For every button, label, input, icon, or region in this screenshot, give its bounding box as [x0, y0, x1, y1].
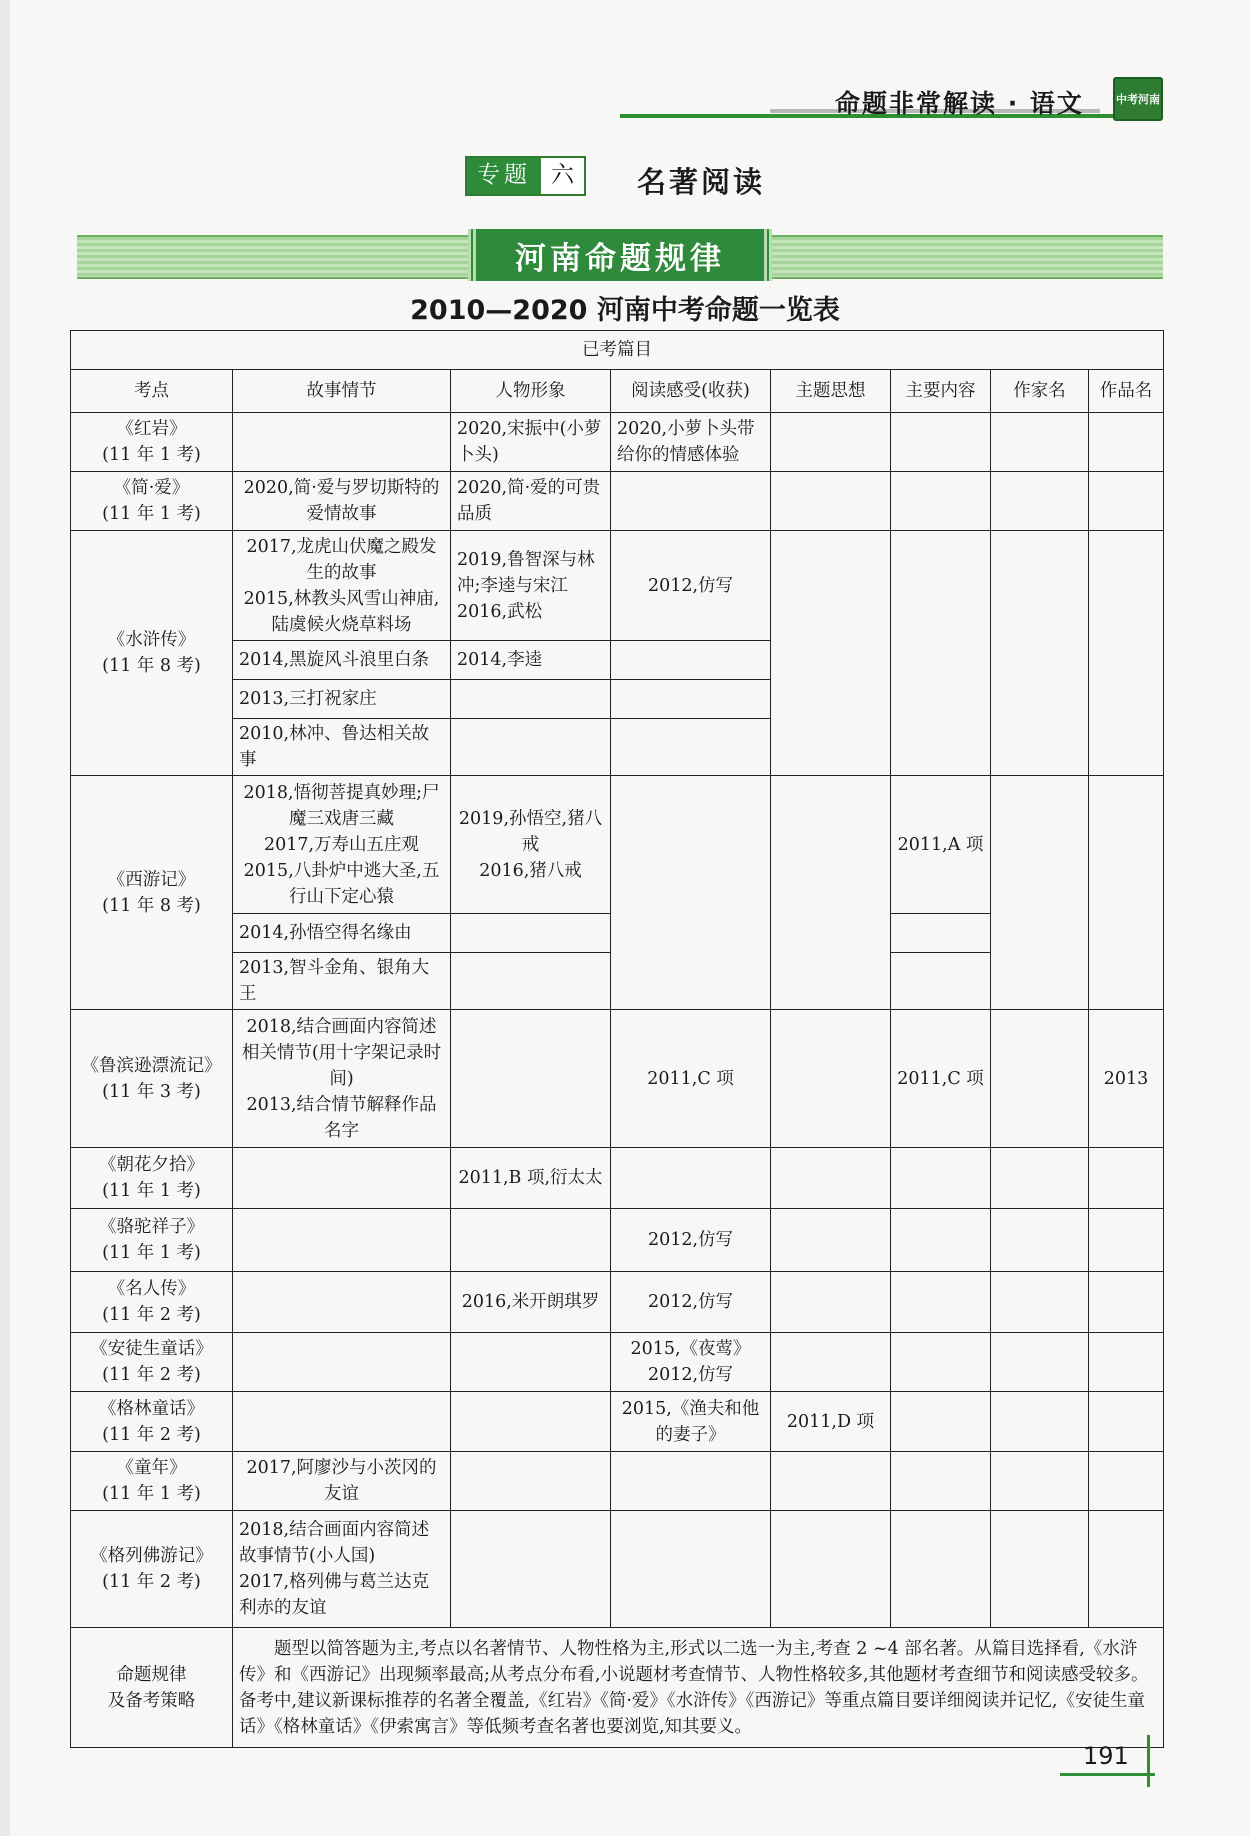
- book-cell: 《鲁滨逊漂流记》 (11 年 3 考): [71, 1010, 233, 1148]
- content-cell: [891, 1209, 991, 1272]
- title-cell: [1089, 1511, 1164, 1628]
- strategy-row: [71, 1628, 1164, 1748]
- reading-cell: [611, 776, 771, 1010]
- character-cell: 2011,B 项,衍太太: [451, 1148, 611, 1209]
- reading-cell: 2020,小萝卜头带给你的情感体验: [611, 413, 771, 472]
- content-cell: 2011,C 项: [891, 1010, 991, 1148]
- theme-cell: [771, 413, 891, 472]
- plot-cell: [233, 1209, 451, 1272]
- col-header: 主要内容: [891, 370, 991, 413]
- table-caption: 已考篇目: [71, 331, 1164, 370]
- plot-cell: 2017,龙虎山伏魔之殿发生的故事 2015,林教头风雪山神庙,陆虞候火烧草料场: [233, 531, 451, 641]
- character-cell: [451, 719, 611, 776]
- col-header: 作品名: [1089, 370, 1164, 413]
- table-title: 2010—2020 河南中考命题一览表: [410, 295, 840, 326]
- table-row: [71, 1010, 1164, 1148]
- exam-overview-table: [70, 330, 1164, 1748]
- strategy-text: 题型以简答题为主,考点以名著情节、人物性格为主,形式以二选一为主,考查 2 ~4 部名著。从篇目选择看,《水浒传》和《西游记》出现频率最高;从考点分布看,小说题材考查情节、人物性格较多,其他题材考查细节和阅读感受较多。备考中,建议新课标推荐的名著全覆盖,《红岩》《简·爱》《水浒传》《西游记》等重点篇目要详细阅读并记忆,《安徒生童话》《格林童话》《伊索寓言》等低频考查名著也要浏览,知其要义。: [233, 1628, 1164, 1748]
- plot-cell: 2020,简·爱与罗切斯特的爱情故事: [233, 472, 451, 531]
- table-row: [71, 1511, 1164, 1628]
- content-cell: [891, 1392, 991, 1452]
- topic-badge: [465, 156, 586, 196]
- book-cell: 《安徒生童话》 (11 年 2 考): [71, 1333, 233, 1392]
- author-cell: [991, 1209, 1089, 1272]
- col-header: 故事情节: [233, 370, 451, 413]
- plot-cell: [233, 1392, 451, 1452]
- reading-cell: [611, 680, 771, 719]
- book-cell: 《骆驼祥子》 (11 年 1 考): [71, 1209, 233, 1272]
- book-cell: 《简·爱》 (11 年 1 考): [71, 472, 233, 531]
- strategy-label: 命题规律 及备考策略: [71, 1628, 233, 1748]
- col-header: 主题思想: [771, 370, 891, 413]
- book-cell: 《名人传》 (11 年 2 考): [71, 1272, 233, 1333]
- plot-cell: 2013,三打祝家庄: [233, 680, 451, 719]
- author-cell: [991, 1010, 1089, 1148]
- theme-cell: [771, 1209, 891, 1272]
- plot-cell: [233, 1272, 451, 1333]
- author-cell: [991, 1452, 1089, 1511]
- theme-cell: [771, 1511, 891, 1628]
- plot-cell: 2013,智斗金角、银角大王: [233, 953, 451, 1010]
- title-cell: [1089, 1452, 1164, 1511]
- title-cell: [1089, 1209, 1164, 1272]
- content-cell: [891, 953, 991, 1010]
- section-banner-label: 河南命题规律: [468, 229, 772, 281]
- character-cell: [451, 1010, 611, 1148]
- theme-cell: [771, 1010, 891, 1148]
- reading-cell: 2011,C 项: [611, 1010, 771, 1148]
- character-cell: 2020,宋振中(小萝卜头): [451, 413, 611, 472]
- title-cell: [1089, 1392, 1164, 1452]
- character-cell: 2016,米开朗琪罗: [451, 1272, 611, 1333]
- character-cell: [451, 1333, 611, 1392]
- book-cell: 《格列佛游记》 (11 年 2 考): [71, 1511, 233, 1628]
- reading-cell: [611, 719, 771, 776]
- page-edge: [0, 0, 10, 1836]
- reading-cell: 2015,《渔夫和他的妻子》: [611, 1392, 771, 1452]
- table-row: [71, 472, 1164, 531]
- character-cell: 2019,鲁智深与林冲;李逵与宋江 2016,武松: [451, 531, 611, 641]
- col-header: 作家名: [991, 370, 1089, 413]
- topic-label: 专题: [467, 158, 541, 194]
- running-header: 命题非常解读 · 语文: [835, 89, 1084, 118]
- page-number-rule: [1060, 1773, 1155, 1776]
- page-number: 191: [1083, 1742, 1129, 1770]
- col-header: 阅读感受(收获): [611, 370, 771, 413]
- logo: 中考河南: [1113, 77, 1163, 121]
- theme-cell: [771, 1452, 891, 1511]
- content-cell: [891, 1272, 991, 1333]
- plot-cell: 2018,结合画面内容简述相关情节(用十字架记录时间) 2013,结合情节解释作品名字: [233, 1010, 451, 1148]
- table-row: [71, 1148, 1164, 1209]
- character-cell: [451, 1392, 611, 1452]
- plot-cell: 2014,黑旋风斗浪里白条: [233, 641, 451, 680]
- character-cell: [451, 953, 611, 1010]
- table-row: [71, 413, 1164, 472]
- book-cell: 《朝花夕拾》 (11 年 1 考): [71, 1148, 233, 1209]
- title-cell: 2013: [1089, 1010, 1164, 1148]
- author-cell: [991, 1392, 1089, 1452]
- plot-cell: [233, 413, 451, 472]
- theme-cell: 2011,D 项: [771, 1392, 891, 1452]
- character-cell: [451, 680, 611, 719]
- plot-cell: 2014,孙悟空得名缘由: [233, 914, 451, 953]
- character-cell: [451, 1511, 611, 1628]
- reading-cell: 2012,仿写: [611, 1209, 771, 1272]
- plot-cell: [233, 1333, 451, 1392]
- content-cell: 2011,A 项: [891, 776, 991, 914]
- reading-cell: [611, 1148, 771, 1209]
- reading-cell: 2015,《夜莺》 2012,仿写: [611, 1333, 771, 1392]
- theme-cell: [771, 1333, 891, 1392]
- book-cell: 《红岩》 (11 年 1 考): [71, 413, 233, 472]
- book-cell: 《西游记》 (11 年 8 考): [71, 776, 233, 1010]
- title-cell: [1089, 776, 1164, 1010]
- content-cell: [891, 472, 991, 531]
- content-cell: [891, 1511, 991, 1628]
- content-cell: [891, 1333, 991, 1392]
- table-row: [71, 1272, 1164, 1333]
- reading-cell: 2012,仿写: [611, 531, 771, 641]
- character-cell: [451, 1452, 611, 1511]
- author-cell: [991, 413, 1089, 472]
- author-cell: [991, 1511, 1089, 1628]
- reading-cell: 2012,仿写: [611, 1272, 771, 1333]
- page-number-tick: [1147, 1735, 1150, 1787]
- author-cell: [991, 472, 1089, 531]
- theme-cell: [771, 1272, 891, 1333]
- topic-title: 名著阅读: [637, 165, 766, 199]
- content-cell: [891, 914, 991, 953]
- author-cell: [991, 531, 1089, 776]
- book-cell: 《水浒传》 (11 年 8 考): [71, 531, 233, 776]
- plot-cell: 2018,结合画面内容简述故事情节(小人国) 2017,格列佛与葛兰达克利赤的友谊: [233, 1511, 451, 1628]
- table-row: [71, 1392, 1164, 1452]
- content-cell: [891, 1452, 991, 1511]
- col-header: 考点: [71, 370, 233, 413]
- title-cell: [1089, 413, 1164, 472]
- theme-cell: [771, 776, 891, 1010]
- table-row: [71, 1452, 1164, 1511]
- content-cell: [891, 531, 991, 776]
- author-cell: [991, 1272, 1089, 1333]
- plot-cell: 2018,悟彻菩提真妙理;尸魔三戏唐三藏 2017,万寿山五庄观 2015,八卦炉中逃大圣,五行山下定心猿: [233, 776, 451, 914]
- plot-cell: 2017,阿廖沙与小茨冈的友谊: [233, 1452, 451, 1511]
- title-cell: [1089, 1272, 1164, 1333]
- title-cell: [1089, 531, 1164, 776]
- character-cell: 2014,李逵: [451, 641, 611, 680]
- reading-cell: [611, 1452, 771, 1511]
- plot-cell: 2010,林冲、鲁达相关故事: [233, 719, 451, 776]
- author-cell: [991, 1333, 1089, 1392]
- table-row: [71, 776, 1164, 914]
- theme-cell: [771, 531, 891, 776]
- topic-number: 六: [541, 158, 584, 194]
- theme-cell: [771, 472, 891, 531]
- col-header: 人物形象: [451, 370, 611, 413]
- theme-cell: [771, 1148, 891, 1209]
- book-cell: 《童年》 (11 年 1 考): [71, 1452, 233, 1511]
- content-cell: [891, 413, 991, 472]
- content-cell: [891, 1148, 991, 1209]
- character-cell: [451, 914, 611, 953]
- character-cell: 2019,孙悟空,猪八戒 2016,猪八戒: [451, 776, 611, 914]
- reading-cell: [611, 472, 771, 531]
- reading-cell: [611, 1511, 771, 1628]
- author-cell: [991, 776, 1089, 1010]
- table-row: [71, 1333, 1164, 1392]
- table-row: [71, 1209, 1164, 1272]
- author-cell: [991, 1148, 1089, 1209]
- reading-cell: [611, 641, 771, 680]
- plot-cell: [233, 1148, 451, 1209]
- title-cell: [1089, 1333, 1164, 1392]
- character-cell: 2020,简·爱的可贵品质: [451, 472, 611, 531]
- book-cell: 《格林童话》 (11 年 2 考): [71, 1392, 233, 1452]
- title-cell: [1089, 1148, 1164, 1209]
- table-row: [71, 531, 1164, 641]
- title-cell: [1089, 472, 1164, 531]
- character-cell: [451, 1209, 611, 1272]
